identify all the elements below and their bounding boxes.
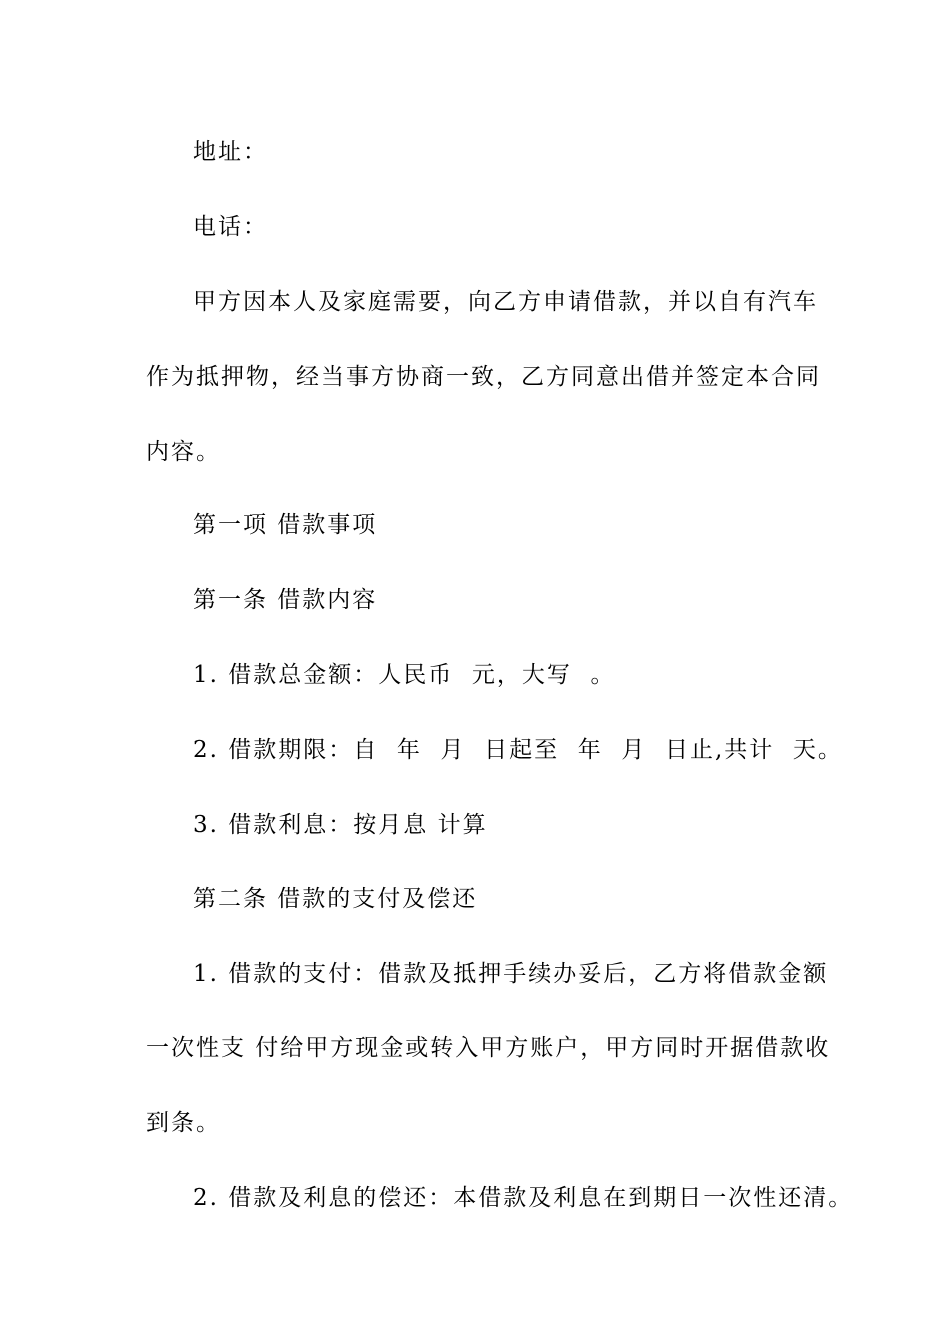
intro-paragraph-line-1: 甲方因本人及家庭需要，向乙方申请借款，并以自有汽车 xyxy=(193,289,818,315)
intro-paragraph-line-2: 作为抵押物，经当事方协商一致，乙方同意出借并签定本合同 xyxy=(146,364,821,390)
clause-payment-line-3: 到条。 xyxy=(146,1110,221,1136)
intro-paragraph-line-3: 内容。 xyxy=(146,439,221,465)
clause-total-amount: 1. 借款总金额：人民币 元，大写 。 xyxy=(193,662,616,688)
clause-payment-line-1: 1. 借款的支付：借款及抵押手续办妥后，乙方将借款金额 xyxy=(193,961,829,987)
article-heading-loan-content: 第一条 借款内容 xyxy=(193,587,378,613)
section-heading-loan-matters: 第一项 借款事项 xyxy=(193,512,378,538)
clause-loan-term: 2. 借款期限：自 年 月 日起至 年 月 日止,共计 天。 xyxy=(193,737,843,763)
article-heading-payment-repayment: 第二条 借款的支付及偿还 xyxy=(193,886,478,912)
clause-repayment: 2. 借款及利息的偿还：本借款及利息在到期日一次性还清。 xyxy=(193,1185,854,1211)
clause-payment-line-2: 一次性支 付给甲方现金或转入甲方账户，甲方同时开据借款收 xyxy=(146,1035,831,1061)
clause-loan-interest: 3. 借款利息：按月息 计算 xyxy=(193,812,488,838)
address-label: 地址： xyxy=(193,139,268,165)
phone-label: 电话： xyxy=(193,214,268,240)
